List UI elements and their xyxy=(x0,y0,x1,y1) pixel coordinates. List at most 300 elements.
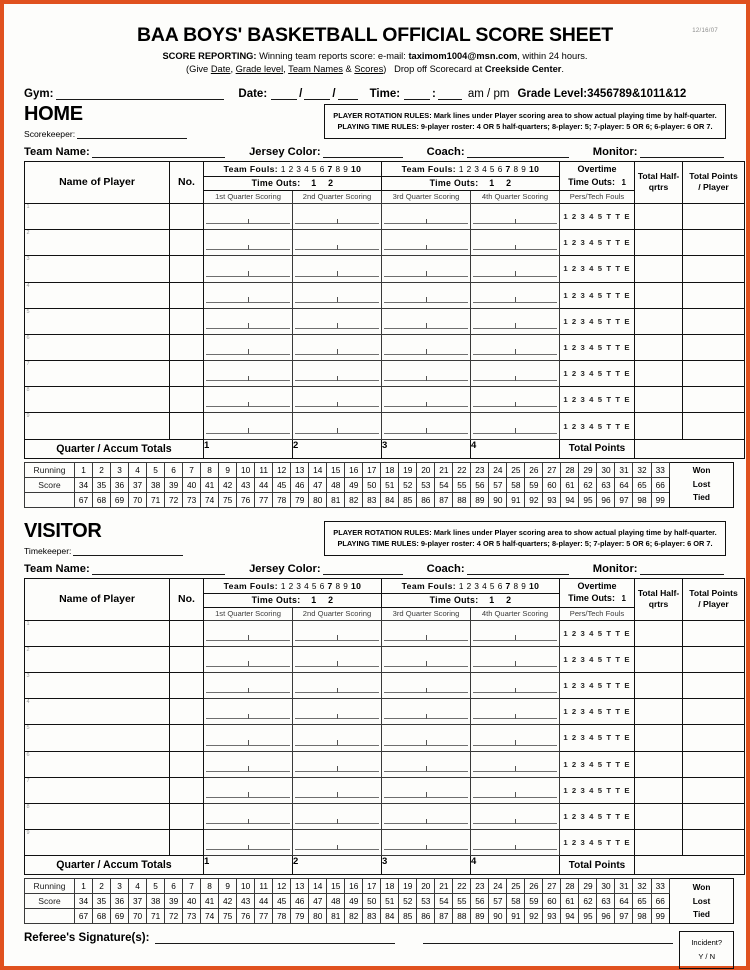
home-rs-82[interactable]: 82 xyxy=(345,492,363,507)
visitor-p2-total-half-qtrs[interactable] xyxy=(635,646,683,672)
home-player-name-7[interactable] xyxy=(25,361,170,387)
home-p6-fouls[interactable]: 1 2 3 4 5 T T E xyxy=(560,334,635,360)
home-rs-75[interactable]: 75 xyxy=(219,492,237,507)
visitor-rs-59[interactable]: 59 xyxy=(525,894,543,909)
home-p2-q3[interactable] xyxy=(382,230,471,256)
visitor-rs-5[interactable]: 5 xyxy=(147,879,165,894)
home-p2-q4[interactable] xyxy=(471,230,560,256)
visitor-rs-85[interactable]: 85 xyxy=(399,909,417,924)
visitor-rs-78[interactable]: 78 xyxy=(273,909,291,924)
visitor-tf2-5[interactable]: 5 xyxy=(489,581,495,591)
visitor-rs-10[interactable]: 10 xyxy=(237,879,255,894)
home-monitor-input[interactable] xyxy=(640,146,724,158)
am-pm-toggle[interactable]: am / pm xyxy=(467,87,510,100)
visitor-team-fouls-first-half[interactable] xyxy=(204,578,382,593)
home-player-no-3[interactable] xyxy=(170,256,204,282)
visitor-p9-q4[interactable] xyxy=(471,830,560,856)
visitor-p1-fouls[interactable]: 1 2 3 4 5 T T E xyxy=(560,620,635,646)
home-rs-66[interactable]: 66 xyxy=(651,477,670,492)
visitor-rs-61[interactable]: 61 xyxy=(561,894,579,909)
home-rs-77[interactable]: 77 xyxy=(255,492,273,507)
visitor-p2-q2[interactable] xyxy=(293,646,382,672)
home-rs-89[interactable]: 89 xyxy=(471,492,489,507)
visitor-p7-q3[interactable] xyxy=(382,777,471,803)
home-rs-27[interactable]: 27 xyxy=(543,462,561,477)
visitor-player-no-2[interactable] xyxy=(170,646,204,672)
home-rs-74[interactable]: 74 xyxy=(201,492,219,507)
home-rs-53[interactable]: 53 xyxy=(417,477,435,492)
home-player-name-6[interactable] xyxy=(25,334,170,360)
visitor-rs-79[interactable]: 79 xyxy=(291,909,309,924)
visitor-rs-73[interactable]: 73 xyxy=(183,909,201,924)
visitor-p8-q3[interactable] xyxy=(382,803,471,829)
home-to2-2[interactable]: 2 xyxy=(506,178,512,189)
visitor-rs-66[interactable]: 66 xyxy=(651,894,670,909)
home-rs-88[interactable]: 88 xyxy=(453,492,471,507)
visitor-q3-total[interactable]: 3 xyxy=(382,856,471,875)
visitor-rs-26[interactable]: 26 xyxy=(525,879,543,894)
visitor-rs-16[interactable]: 16 xyxy=(345,879,363,894)
home-tf1-8[interactable]: 8 xyxy=(335,164,341,174)
home-rs-9[interactable]: 9 xyxy=(219,462,237,477)
home-rs-92[interactable]: 92 xyxy=(525,492,543,507)
home-p8-q3[interactable] xyxy=(382,387,471,413)
visitor-result-box[interactable] xyxy=(670,879,734,924)
visitor-jersey-input[interactable] xyxy=(323,563,403,575)
home-rs-81[interactable]: 81 xyxy=(327,492,345,507)
visitor-result-lost[interactable]: Lost xyxy=(692,895,711,906)
home-player-no-9[interactable] xyxy=(170,413,204,439)
visitor-rs-64[interactable]: 64 xyxy=(615,894,633,909)
visitor-player-name-6[interactable] xyxy=(25,751,170,777)
visitor-p5-fouls[interactable]: 1 2 3 4 5 T T E xyxy=(560,725,635,751)
home-player-no-1[interactable] xyxy=(170,203,204,229)
visitor-p5-q3[interactable] xyxy=(382,725,471,751)
home-p5-total-points[interactable] xyxy=(683,308,745,334)
home-rs-85[interactable]: 85 xyxy=(399,492,417,507)
home-player-name-1[interactable] xyxy=(25,203,170,229)
home-rs-79[interactable]: 79 xyxy=(291,492,309,507)
home-p8-total-half-qtrs[interactable] xyxy=(635,387,683,413)
visitor-rs-2[interactable]: 2 xyxy=(93,879,111,894)
home-rs-63[interactable]: 63 xyxy=(597,477,615,492)
visitor-rs-45[interactable]: 45 xyxy=(273,894,291,909)
home-rs-84[interactable]: 84 xyxy=(381,492,399,507)
home-rs-52[interactable]: 52 xyxy=(399,477,417,492)
home-rs-25[interactable]: 25 xyxy=(507,462,525,477)
home-team-fouls-first-half[interactable] xyxy=(204,161,382,176)
home-q1-total[interactable]: 1 xyxy=(204,439,293,458)
home-rs-7[interactable]: 7 xyxy=(183,462,201,477)
home-q3-total[interactable]: 3 xyxy=(382,439,471,458)
visitor-p9-q2[interactable] xyxy=(293,830,382,856)
visitor-rs-12[interactable]: 12 xyxy=(273,879,291,894)
visitor-rs-53[interactable]: 53 xyxy=(417,894,435,909)
home-p4-q4[interactable] xyxy=(471,282,560,308)
home-player-name-4[interactable] xyxy=(25,282,170,308)
visitor-p9-fouls[interactable]: 1 2 3 4 5 T T E xyxy=(560,830,635,856)
home-rs-48[interactable]: 48 xyxy=(327,477,345,492)
visitor-rs-52[interactable]: 52 xyxy=(399,894,417,909)
home-tf1-10[interactable]: 10 xyxy=(350,163,362,174)
referee-signature-input-1[interactable] xyxy=(155,931,395,944)
visitor-rs-67[interactable]: 67 xyxy=(75,909,93,924)
visitor-rs-13[interactable]: 13 xyxy=(291,879,309,894)
visitor-team-fouls-second-half[interactable] xyxy=(382,578,560,593)
visitor-p2-q1[interactable] xyxy=(204,646,293,672)
home-player-no-4[interactable] xyxy=(170,282,204,308)
visitor-rs-71[interactable]: 71 xyxy=(147,909,165,924)
visitor-rs-68[interactable]: 68 xyxy=(93,909,111,924)
visitor-p3-total-points[interactable] xyxy=(683,673,745,699)
visitor-p9-total-points[interactable] xyxy=(683,830,745,856)
home-rs-14[interactable]: 14 xyxy=(309,462,327,477)
visitor-player-name-2[interactable] xyxy=(25,646,170,672)
visitor-rs-42[interactable]: 42 xyxy=(219,894,237,909)
visitor-rs-20[interactable]: 20 xyxy=(417,879,435,894)
visitor-rs-57[interactable]: 57 xyxy=(489,894,507,909)
grade-option-7[interactable]: 7 xyxy=(612,87,620,100)
incident-yes-no[interactable]: Y / N xyxy=(698,951,716,961)
visitor-overtime-cell[interactable] xyxy=(560,578,635,607)
home-rs-13[interactable]: 13 xyxy=(291,462,309,477)
visitor-rs-44[interactable]: 44 xyxy=(255,894,273,909)
home-p6-q3[interactable] xyxy=(382,334,471,360)
home-p7-q4[interactable] xyxy=(471,361,560,387)
visitor-p4-q1[interactable] xyxy=(204,699,293,725)
grade-option-8[interactable]: 8 xyxy=(619,87,626,100)
home-rs-76[interactable]: 76 xyxy=(237,492,255,507)
home-p4-total-points[interactable] xyxy=(683,282,745,308)
home-p3-q1[interactable] xyxy=(204,256,293,282)
home-rs-62[interactable]: 62 xyxy=(579,477,597,492)
visitor-rs-62[interactable]: 62 xyxy=(579,894,597,909)
visitor-p4-q3[interactable] xyxy=(382,699,471,725)
home-p7-q2[interactable] xyxy=(293,361,382,387)
home-p8-fouls[interactable]: 1 2 3 4 5 T T E xyxy=(560,387,635,413)
visitor-rs-72[interactable]: 72 xyxy=(165,909,183,924)
home-rs-97[interactable]: 97 xyxy=(615,492,633,507)
visitor-p4-fouls[interactable]: 1 2 3 4 5 T T E xyxy=(560,699,635,725)
visitor-p7-total-half-qtrs[interactable] xyxy=(635,777,683,803)
grade-option-4[interactable]: 4 xyxy=(593,87,600,100)
visitor-p8-fouls[interactable]: 1 2 3 4 5 T T E xyxy=(560,803,635,829)
home-p9-q1[interactable] xyxy=(204,413,293,439)
home-rs-38[interactable]: 38 xyxy=(147,477,165,492)
home-rs-18[interactable]: 18 xyxy=(381,462,399,477)
home-p6-total-half-qtrs[interactable] xyxy=(635,334,683,360)
visitor-rs-54[interactable]: 54 xyxy=(435,894,453,909)
visitor-rs-35[interactable]: 35 xyxy=(93,894,111,909)
home-rs-36[interactable]: 36 xyxy=(111,477,129,492)
home-rs-11[interactable]: 11 xyxy=(255,462,273,477)
visitor-p6-q4[interactable] xyxy=(471,751,560,777)
home-p6-q4[interactable] xyxy=(471,334,560,360)
visitor-tf2-2[interactable]: 2 xyxy=(466,581,472,591)
home-rs-30[interactable]: 30 xyxy=(597,462,615,477)
home-player-no-6[interactable] xyxy=(170,334,204,360)
visitor-p1-total-half-qtrs[interactable] xyxy=(635,620,683,646)
visitor-rs-69[interactable]: 69 xyxy=(111,909,129,924)
home-rs-50[interactable]: 50 xyxy=(363,477,381,492)
visitor-rs-15[interactable]: 15 xyxy=(327,879,345,894)
visitor-player-name-5[interactable] xyxy=(25,725,170,751)
visitor-rs-94[interactable]: 94 xyxy=(561,909,579,924)
visitor-p3-q4[interactable] xyxy=(471,673,560,699)
visitor-rs-22[interactable]: 22 xyxy=(453,879,471,894)
visitor-tf1-4[interactable]: 4 xyxy=(304,581,310,591)
home-rs-44[interactable]: 44 xyxy=(255,477,273,492)
visitor-monitor-input[interactable] xyxy=(640,563,724,575)
visitor-rs-1[interactable]: 1 xyxy=(75,879,93,894)
visitor-rs-39[interactable]: 39 xyxy=(165,894,183,909)
visitor-rs-31[interactable]: 31 xyxy=(615,879,633,894)
home-rs-1[interactable]: 1 xyxy=(75,462,93,477)
visitor-rs-33[interactable]: 33 xyxy=(651,879,670,894)
home-p5-fouls[interactable]: 1 2 3 4 5 T T E xyxy=(560,308,635,334)
home-p9-total-points[interactable] xyxy=(683,413,745,439)
home-tf2-5[interactable]: 5 xyxy=(489,164,495,174)
home-total-points-value[interactable] xyxy=(635,439,745,458)
visitor-rs-83[interactable]: 83 xyxy=(363,909,381,924)
home-p1-total-half-qtrs[interactable] xyxy=(635,203,683,229)
grade-option-6[interactable]: 6 xyxy=(606,87,613,100)
visitor-rs-29[interactable]: 29 xyxy=(579,879,597,894)
visitor-p5-q4[interactable] xyxy=(471,725,560,751)
home-rs-55[interactable]: 55 xyxy=(453,477,471,492)
home-p9-total-half-qtrs[interactable] xyxy=(635,413,683,439)
home-timeouts-first-half[interactable] xyxy=(204,176,382,190)
visitor-rs-96[interactable]: 96 xyxy=(597,909,615,924)
visitor-rs-76[interactable]: 76 xyxy=(237,909,255,924)
visitor-p7-q2[interactable] xyxy=(293,777,382,803)
referee-signature-input-2[interactable] xyxy=(423,931,673,944)
home-p3-q2[interactable] xyxy=(293,256,382,282)
timekeeper-input[interactable] xyxy=(73,544,183,556)
home-rs-20[interactable]: 20 xyxy=(417,462,435,477)
home-p6-total-points[interactable] xyxy=(683,334,745,360)
home-rs-12[interactable]: 12 xyxy=(273,462,291,477)
home-rs-26[interactable]: 26 xyxy=(525,462,543,477)
visitor-rs-63[interactable]: 63 xyxy=(597,894,615,909)
visitor-p6-fouls[interactable]: 1 2 3 4 5 T T E xyxy=(560,751,635,777)
visitor-p1-q1[interactable] xyxy=(204,620,293,646)
visitor-rs-84[interactable]: 84 xyxy=(381,909,399,924)
visitor-tf1-2[interactable]: 2 xyxy=(288,581,294,591)
visitor-p7-q1[interactable] xyxy=(204,777,293,803)
scorekeeper-input[interactable] xyxy=(77,127,187,139)
visitor-rs-99[interactable]: 99 xyxy=(651,909,670,924)
visitor-p9-q3[interactable] xyxy=(382,830,471,856)
visitor-tf1-5[interactable]: 5 xyxy=(311,581,317,591)
home-tf2-8[interactable]: 8 xyxy=(513,164,519,174)
home-player-no-5[interactable] xyxy=(170,308,204,334)
home-coach-input[interactable] xyxy=(467,146,569,158)
visitor-rs-93[interactable]: 93 xyxy=(543,909,561,924)
home-p9-fouls[interactable]: 1 2 3 4 5 T T E xyxy=(560,413,635,439)
home-result-lost[interactable]: Lost xyxy=(692,478,711,489)
home-rs-21[interactable]: 21 xyxy=(435,462,453,477)
home-rs-54[interactable]: 54 xyxy=(435,477,453,492)
visitor-rs-18[interactable]: 18 xyxy=(381,879,399,894)
visitor-p5-total-points[interactable] xyxy=(683,725,745,751)
home-rs-58[interactable]: 58 xyxy=(507,477,525,492)
visitor-to2-2[interactable]: 2 xyxy=(506,595,512,606)
home-rs-49[interactable]: 49 xyxy=(345,477,363,492)
visitor-player-no-4[interactable] xyxy=(170,699,204,725)
visitor-tf2-6[interactable]: 6 xyxy=(497,581,503,591)
home-rs-32[interactable]: 32 xyxy=(633,462,651,477)
visitor-player-no-5[interactable] xyxy=(170,725,204,751)
visitor-rs-30[interactable]: 30 xyxy=(597,879,615,894)
visitor-rs-41[interactable]: 41 xyxy=(201,894,219,909)
home-rs-56[interactable]: 56 xyxy=(471,477,489,492)
visitor-to1-2[interactable]: 2 xyxy=(328,595,334,606)
home-player-no-8[interactable] xyxy=(170,387,204,413)
home-jersey-input[interactable] xyxy=(323,146,403,158)
home-rs-99[interactable]: 99 xyxy=(651,492,670,507)
visitor-player-no-8[interactable] xyxy=(170,803,204,829)
home-p8-q1[interactable] xyxy=(204,387,293,413)
visitor-rs-36[interactable]: 36 xyxy=(111,894,129,909)
visitor-q1-total[interactable]: 1 xyxy=(204,856,293,875)
visitor-to2-1[interactable]: 1 xyxy=(489,595,495,606)
home-rs-98[interactable]: 98 xyxy=(633,492,651,507)
home-rs-10[interactable]: 10 xyxy=(237,462,255,477)
home-rs-5[interactable]: 5 xyxy=(147,462,165,477)
visitor-p8-q1[interactable] xyxy=(204,803,293,829)
visitor-rs-3[interactable]: 3 xyxy=(111,879,129,894)
home-rs-2[interactable]: 2 xyxy=(93,462,111,477)
home-p9-q4[interactable] xyxy=(471,413,560,439)
visitor-p2-fouls[interactable]: 1 2 3 4 5 T T E xyxy=(560,646,635,672)
visitor-overtime-timeout-1[interactable]: 1 xyxy=(621,594,626,604)
visitor-rs-34[interactable]: 34 xyxy=(75,894,93,909)
home-rs-60[interactable]: 60 xyxy=(543,477,561,492)
visitor-player-no-3[interactable] xyxy=(170,673,204,699)
grade-option-9-10[interactable]: 9&10 xyxy=(625,87,654,100)
home-tf2-9[interactable]: 9 xyxy=(521,164,527,174)
visitor-player-no-6[interactable] xyxy=(170,751,204,777)
home-rs-65[interactable]: 65 xyxy=(633,477,651,492)
home-rs-23[interactable]: 23 xyxy=(471,462,489,477)
home-tf2-4[interactable]: 4 xyxy=(482,164,488,174)
visitor-rs-14[interactable]: 14 xyxy=(309,879,327,894)
visitor-p8-q2[interactable] xyxy=(293,803,382,829)
home-p3-total-half-qtrs[interactable] xyxy=(635,256,683,282)
home-rs-15[interactable]: 15 xyxy=(327,462,345,477)
home-tf1-6[interactable]: 6 xyxy=(319,164,325,174)
home-rs-19[interactable]: 19 xyxy=(399,462,417,477)
visitor-rs-56[interactable]: 56 xyxy=(471,894,489,909)
grade-option-5[interactable]: 5 xyxy=(599,87,607,100)
visitor-q2-total[interactable]: 2 xyxy=(293,856,382,875)
home-timeouts-second-half[interactable] xyxy=(382,176,560,190)
visitor-p6-total-half-qtrs[interactable] xyxy=(635,751,683,777)
home-tf2-3[interactable]: 3 xyxy=(474,164,480,174)
home-rs-96[interactable]: 96 xyxy=(597,492,615,507)
incident-box[interactable] xyxy=(679,931,734,969)
visitor-coach-input[interactable] xyxy=(467,563,569,575)
home-tf1-7[interactable]: 7 xyxy=(327,163,333,174)
home-p8-q2[interactable] xyxy=(293,387,382,413)
home-rs-59[interactable]: 59 xyxy=(525,477,543,492)
home-rs-67[interactable]: 67 xyxy=(75,492,93,507)
visitor-rs-8[interactable]: 8 xyxy=(201,879,219,894)
home-rs-57[interactable]: 57 xyxy=(489,477,507,492)
visitor-rs-55[interactable]: 55 xyxy=(453,894,471,909)
home-p5-q2[interactable] xyxy=(293,308,382,334)
visitor-timeouts-first-half[interactable] xyxy=(204,593,382,607)
home-p3-fouls[interactable]: 1 2 3 4 5 T T E xyxy=(560,256,635,282)
home-rs-71[interactable]: 71 xyxy=(147,492,165,507)
visitor-p3-q3[interactable] xyxy=(382,673,471,699)
visitor-p4-q4[interactable] xyxy=(471,699,560,725)
home-player-no-2[interactable] xyxy=(170,230,204,256)
home-rs-73[interactable]: 73 xyxy=(183,492,201,507)
visitor-player-no-1[interactable] xyxy=(170,620,204,646)
visitor-rs-51[interactable]: 51 xyxy=(381,894,399,909)
home-result-won[interactable]: Won xyxy=(692,465,711,476)
home-tf2-1[interactable]: 1 xyxy=(458,164,464,174)
home-p3-q4[interactable] xyxy=(471,256,560,282)
home-rs-24[interactable]: 24 xyxy=(489,462,507,477)
visitor-tf2-3[interactable]: 3 xyxy=(474,581,480,591)
visitor-rs-17[interactable]: 17 xyxy=(363,879,381,894)
visitor-p4-total-half-qtrs[interactable] xyxy=(635,699,683,725)
home-player-name-5[interactable] xyxy=(25,308,170,334)
visitor-team-name-input[interactable] xyxy=(92,563,225,575)
date-year-input[interactable] xyxy=(338,88,358,100)
home-rs-91[interactable]: 91 xyxy=(507,492,525,507)
visitor-p2-q3[interactable] xyxy=(382,646,471,672)
visitor-p8-total-points[interactable] xyxy=(683,803,745,829)
home-to2-1[interactable]: 1 xyxy=(489,178,495,189)
visitor-p1-q2[interactable] xyxy=(293,620,382,646)
home-p7-total-points[interactable] xyxy=(683,361,745,387)
visitor-p5-q1[interactable] xyxy=(204,725,293,751)
home-p2-total-points[interactable] xyxy=(683,230,745,256)
visitor-p6-q3[interactable] xyxy=(382,751,471,777)
visitor-rs-43[interactable]: 43 xyxy=(237,894,255,909)
home-to1-1[interactable]: 1 xyxy=(311,178,317,189)
visitor-rs-74[interactable]: 74 xyxy=(201,909,219,924)
home-rs-72[interactable]: 72 xyxy=(165,492,183,507)
home-player-name-8[interactable] xyxy=(25,387,170,413)
home-result-box[interactable] xyxy=(670,462,734,507)
visitor-timeouts-second-half[interactable] xyxy=(382,593,560,607)
visitor-rs-97[interactable]: 97 xyxy=(615,909,633,924)
visitor-p2-total-points[interactable] xyxy=(683,646,745,672)
home-rs-31[interactable]: 31 xyxy=(615,462,633,477)
home-tf1-2[interactable]: 2 xyxy=(288,164,294,174)
home-p1-q1[interactable] xyxy=(204,203,293,229)
visitor-tf1-9[interactable]: 9 xyxy=(343,581,349,591)
visitor-rs-82[interactable]: 82 xyxy=(345,909,363,924)
home-rs-69[interactable]: 69 xyxy=(111,492,129,507)
home-p4-fouls[interactable]: 1 2 3 4 5 T T E xyxy=(560,282,635,308)
home-player-name-3[interactable] xyxy=(25,256,170,282)
visitor-tf1-8[interactable]: 8 xyxy=(335,581,341,591)
visitor-rs-88[interactable]: 88 xyxy=(453,909,471,924)
date-month-input[interactable] xyxy=(271,88,297,100)
home-tf2-6[interactable]: 6 xyxy=(497,164,503,174)
visitor-total-points-value[interactable] xyxy=(635,856,745,875)
visitor-rs-19[interactable]: 19 xyxy=(399,879,417,894)
home-p1-q4[interactable] xyxy=(471,203,560,229)
home-p2-q2[interactable] xyxy=(293,230,382,256)
visitor-tf1-6[interactable]: 6 xyxy=(319,581,325,591)
